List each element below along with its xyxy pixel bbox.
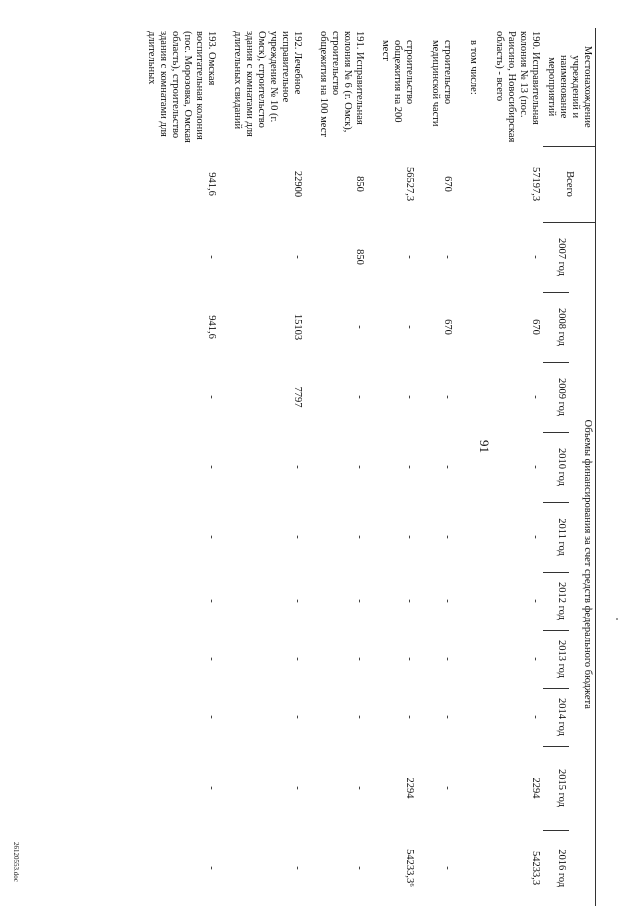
year-header: 2011 год (543, 502, 569, 572)
row-value: - (292, 866, 303, 870)
row-value: - (442, 599, 453, 603)
row-value: - (292, 599, 303, 603)
row-value: - (442, 255, 453, 259)
row-total: 22900 (292, 170, 303, 198)
row-value: - (206, 465, 217, 469)
row-value: - (404, 599, 415, 603)
row-value: 2294 (530, 777, 541, 799)
row-value: - (442, 715, 453, 719)
row-value: - (292, 715, 303, 719)
table-row (455, 28, 481, 906)
row-value: 670 (442, 319, 453, 335)
table-body (133, 28, 543, 906)
scan-dot (616, 618, 618, 620)
row-value: - (206, 657, 217, 661)
row-value (455, 502, 481, 572)
table-row (133, 28, 219, 906)
row-name: в том числе: (468, 40, 479, 95)
row-value: - (354, 535, 365, 539)
financing-table (133, 28, 596, 906)
row-value: - (530, 465, 541, 469)
row-value: - (442, 465, 453, 469)
row-name: 191. Исправительная колония № 6 (г. Омск), строительство общежития на 100 мест (318, 31, 365, 137)
row-value: 2294 (404, 777, 415, 799)
year-header: 2015 год (543, 746, 569, 830)
table-row (417, 28, 455, 906)
row-value: - (404, 535, 415, 539)
row-value: 941,6 (206, 315, 217, 339)
row-value (455, 630, 481, 688)
row-value: - (530, 657, 541, 661)
year-header: 2014 год (543, 688, 569, 746)
row-value: - (206, 535, 217, 539)
year-header: 2008 год (543, 292, 569, 362)
row-value: - (442, 535, 453, 539)
year-header: 2016 год (555, 849, 567, 888)
row-value: - (206, 255, 217, 259)
row-total: 57197,3 (530, 166, 541, 202)
year-header: 2012 год (543, 572, 569, 630)
row-name: 193. Омская воспитательная колония (пос. Морозовка, Омская область), строительство здания с комнатами для длительных (146, 31, 217, 143)
row-total (455, 146, 481, 222)
row-value: - (354, 465, 365, 469)
row-total: 850 (354, 176, 365, 192)
row-value (455, 830, 481, 906)
page-number: 91 (477, 440, 492, 453)
table-row (219, 28, 305, 906)
row-value: - (354, 395, 365, 399)
row-value (455, 688, 481, 746)
row-value: - (442, 395, 453, 399)
row-value: - (530, 395, 541, 399)
row-value: - (404, 325, 415, 329)
row-value: - (206, 866, 217, 870)
row-total: 941,6 (206, 172, 217, 196)
row-value: 670 (530, 319, 541, 335)
row-name: строительство медицинской части (430, 40, 453, 127)
table-row (305, 28, 367, 906)
row-value: - (292, 657, 303, 661)
col-name-header: Местонахождение учреждений и наименование мероприятий (543, 28, 596, 146)
row-value: - (206, 395, 217, 399)
row-value: - (442, 657, 453, 661)
table-row (481, 28, 543, 906)
file-name: 26120553.doc (12, 842, 20, 882)
row-value: - (292, 786, 303, 790)
row-value: - (442, 866, 453, 870)
row-value: - (404, 255, 415, 259)
row-value: - (292, 465, 303, 469)
row-value: - (354, 325, 365, 329)
group-header: Объемы финансирования за счет средств федерального бюджета (569, 222, 596, 906)
row-value: - (404, 715, 415, 719)
row-total: 670 (442, 176, 453, 192)
row-total: 56527,3 (404, 166, 415, 202)
col-total-header: Всего (543, 146, 596, 222)
row-value: - (354, 786, 365, 790)
row-value: 7797 (292, 386, 303, 408)
row-value (455, 362, 481, 432)
row-value: - (354, 599, 365, 603)
row-value: - (206, 786, 217, 790)
row-name: 190. Исправительная колония № 13 (пос. Раисино, Новосибирская область) - всего (494, 31, 541, 143)
table-row (367, 28, 417, 906)
year-header: 2009 год (543, 362, 569, 432)
year-header: 2013 год (543, 630, 569, 688)
row-value: - (530, 535, 541, 539)
row-value: 54233,3 (530, 850, 541, 886)
row-value: - (292, 535, 303, 539)
row-value: - (404, 395, 415, 399)
row-name: 192. Лечебное исправительное учреждение № 10 (г. Омск), строительство здания с комнатами для длительных свиданий (232, 31, 303, 137)
row-value: - (206, 715, 217, 719)
row-value (455, 292, 481, 362)
row-value (455, 572, 481, 630)
row-value: - (404, 657, 415, 661)
row-name: строительство общежития на 200 мест (380, 40, 415, 123)
row-value: - (530, 255, 541, 259)
row-value: - (530, 715, 541, 719)
row-value: - (292, 255, 303, 259)
row-value: 850 (354, 249, 365, 265)
row-value: - (354, 657, 365, 661)
row-value: - (206, 599, 217, 603)
row-value (455, 746, 481, 830)
row-value: - (404, 465, 415, 469)
row-value: 15103 (292, 313, 303, 341)
year-header: 2010 год (543, 432, 569, 502)
row-value (455, 222, 481, 292)
row-value: - (354, 715, 365, 719)
row-value (455, 432, 481, 502)
row-value: - (442, 786, 453, 790)
row-value: - (354, 866, 365, 870)
row-value: - (530, 599, 541, 603)
row-value: 54233,3⁶ (404, 849, 415, 887)
year-header: 2007 год (543, 222, 569, 292)
